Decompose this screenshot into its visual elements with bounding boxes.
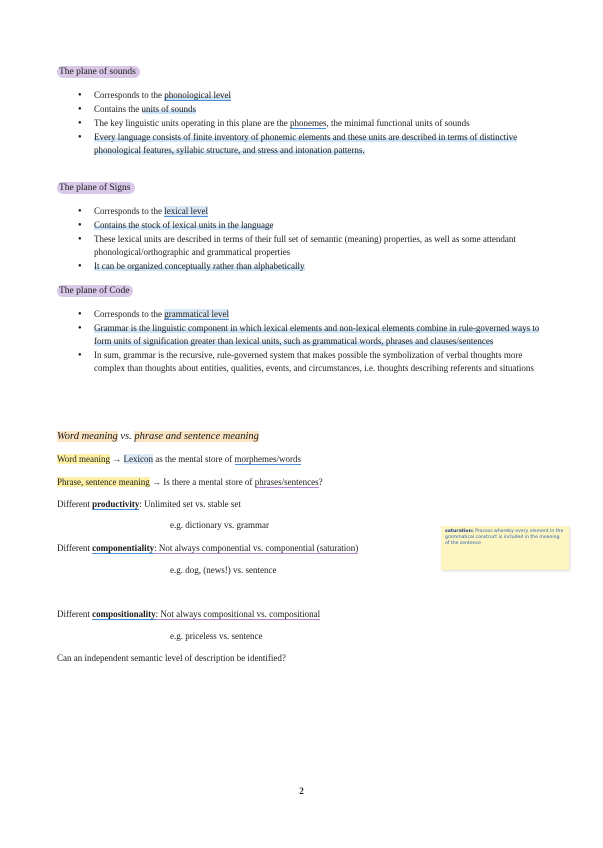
question-line: Can an independent semantic level of description be identified? (57, 653, 286, 663)
page-number: 2 (299, 786, 304, 796)
compositionality-line: Different compositionality: Not always compositional vs. compositional (57, 609, 321, 619)
list-item: ● Corresponds to the grammatical level (78, 308, 548, 321)
list-item: ● Corresponds to the lexical level (78, 205, 548, 218)
list-item: ● Grammar is the linguistic component in which lexical elements and non-lexical elements combine in rule-governed ways to form units of signification greater than lexical units, such as grammatical words, phrases and clauses/sentences (78, 322, 548, 348)
productivity-example: e.g. dictionary vs. grammar (170, 520, 269, 530)
list-item: ● Contains the units of sounds (78, 103, 548, 116)
section-list-signs (78, 205, 548, 274)
list-item: ● It can be organized conceptually rather than alphabetically (78, 260, 548, 273)
compositionality-example: e.g. priceless vs. sentence (170, 631, 263, 641)
section-heading-code: The plane of Code (57, 285, 133, 297)
word-meaning-title: Word meaning vs. phrase and sentence meaning (57, 431, 259, 442)
productivity-line: Different productivity: Unlimited set vs. stable set (57, 499, 241, 509)
section-list-code (78, 308, 548, 376)
componentiality-example: e.g. dog, (news!) vs. sentence (170, 565, 277, 575)
list-item: ● These lexical units are described in terms of their full set of semantic (meaning) properties, as well as some attendant phonological/orthographic and grammatical properties (78, 233, 548, 259)
sticky-note-label: saturation: (445, 529, 474, 534)
list-item: ● Corresponds to the phonological level (78, 89, 548, 102)
phrase-meaning-line: Phrase, sentence meaning → Is there a mental store of phrases/sentences? (57, 477, 323, 487)
sticky-note-text: Process whereby every element in the grammatical construct is included in the meaning of the sentence (445, 529, 564, 546)
word-meaning-line: Word meaning → Lexicon as the mental store of morphemes/words (57, 454, 301, 464)
componentiality-line: Different componentiality: Not always componential vs. componential (saturation) (57, 543, 359, 553)
section-list-sounds (78, 89, 548, 158)
list-item: ● The key linguistic units operating in this plane are the phonemes, the minimal functional units of sounds (78, 117, 548, 130)
list-item: ● Contains the stock of lexical units in the language (78, 219, 548, 232)
section-heading-signs: The plane of Signs (57, 182, 135, 194)
list-item: ● Every language consists of finite inventory of phonemic elements and these units are described in terms of distinctive phonological features, syllabic structure, and stress and intonation patterns. (78, 131, 548, 157)
sticky-note (441, 526, 569, 570)
section-heading-sounds: The plane of sounds (57, 66, 140, 78)
list-item: ● In sum, grammar is the recursive, rule-governed system that makes possible the symbolization of verbal thoughts more complex than thoughts about entities, qualities, events, and circumstances, i.e. thoughts describing referents and situations (78, 349, 548, 375)
